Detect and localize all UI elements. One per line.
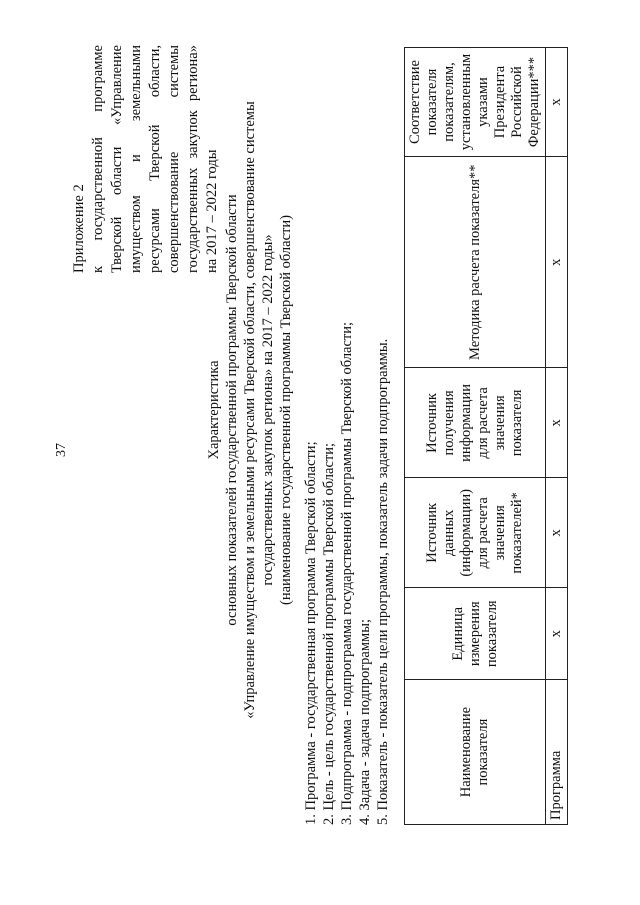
table-cell: х [546,157,568,368]
table-cell: х [546,478,568,588]
title-line-4: государственных закупок региона» на 2017 – 2022 годы» [260,234,276,586]
levels-list [302,65,392,825]
list-item: 3. Подпрограмма - подпрограмма государственной программы Тверской области; [339,321,355,825]
list-item: 2. Цель - цель государственной программы Тверской области; [321,442,337,825]
indicators-table [404,47,568,825]
list-item: 4. Задача - задача подпрограммы; [357,619,373,825]
document-title [205,60,295,760]
appendix-text: к государственной программе Тверской области «Управление имуществом и земельными ресурсами Тверской области, совершенствование системы государственных закупок региона» на 2017 – 2022 годы [90,45,220,273]
table-header-row [405,48,546,825]
column-header: Источник данных (информации) для расчета значения показателей* [405,478,546,588]
column-header: Наименование показателя [405,680,546,825]
page-number: 37 [54,443,69,457]
table-cell: Программа [546,680,568,825]
appendix-block [70,45,222,273]
column-header: Источник получения информации для расчета значения показателя [405,368,546,478]
column-header: Единица измерения показателя [405,588,546,680]
title-line-2: основных показателей государственной программы Тверской области [224,194,240,626]
title-line-1: Характеристика [206,360,222,460]
table-cell: х [546,48,568,157]
column-header: Соответствие показателя показателям, установленным указами Президента Российской Федерации*** [405,48,546,157]
title-line-3: «Управление имуществом и земельными ресурсами Тверской области, совершенствование системы [242,101,258,719]
list-item: 1. Программа - государственная программа Тверской области; [303,441,319,825]
column-header: Методика расчета показателя** [405,157,546,368]
title-line-5: (наименование государственной программы Тверской области) [278,215,294,605]
table-row [546,48,568,825]
list-item: 5. Показатель - показатель цели программы, показатель задачи подпрограммы. [375,338,391,825]
table-cell: х [546,368,568,478]
table-cell: х [546,588,568,680]
appendix-label: Приложение 2 [71,184,87,273]
